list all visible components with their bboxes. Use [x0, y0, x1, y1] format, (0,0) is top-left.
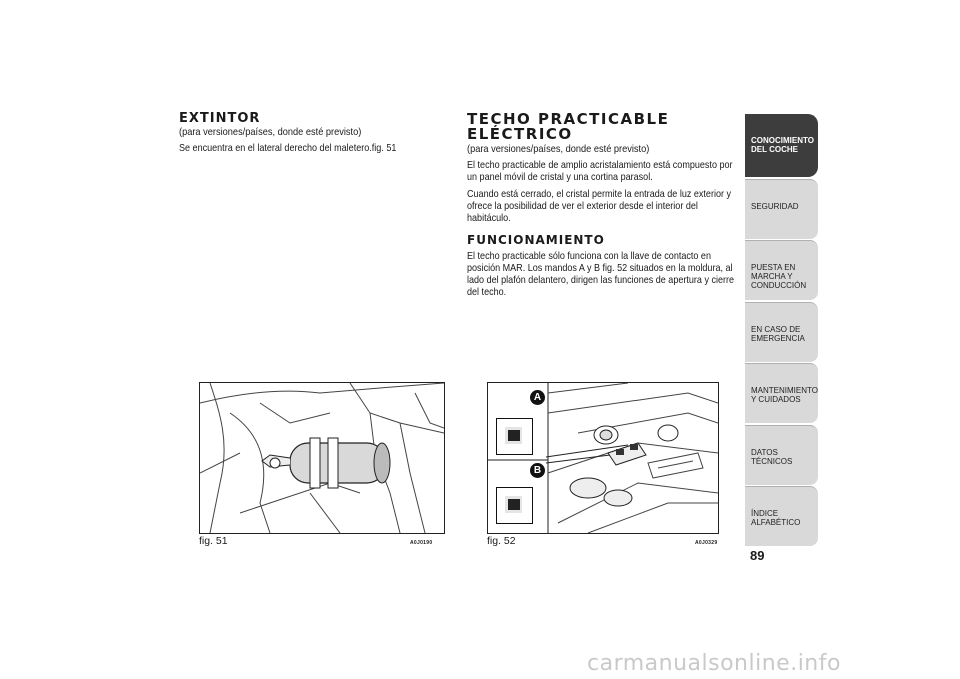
figure-51-code: A0J0190 [410, 540, 433, 546]
tab-puesta-en-marcha[interactable]: PUESTA EN MARCHA Y CONDUCCIÓN [745, 240, 818, 300]
tab-conocimiento-del-coche[interactable]: CONOCIMIENTO DEL COCHE [745, 114, 818, 177]
funcionamiento-paragraph: El techo practicable sólo funciona con la llave de contacto en posición MAR. Los mandos A y B fig. 52 situados en la moldura, al lado del plafón delantero, dirigen las funciones de apertura y cierre del techo. [467, 250, 735, 298]
figure-51-extinguisher [199, 382, 445, 534]
control-a-open-icon [496, 418, 533, 455]
tab-indice-alfabetico[interactable]: ÍNDICE ALFABÉTICO [745, 486, 818, 546]
right-column [467, 112, 739, 303]
techo-paragraph-1: El techo practicable de amplio acristalamiento está compuesto por un panel móvil de cristal y una cortina parasol. [467, 159, 733, 183]
left-column [179, 112, 441, 159]
roof-open-icon [508, 430, 520, 441]
page-number: 89 [750, 548, 765, 563]
label-b-badge: B [530, 463, 545, 478]
funcionamiento-title: FUNCIONAMIENTO [467, 233, 605, 247]
tab-mantenimiento[interactable]: MANTENIMIENTO Y CUIDADOS [745, 363, 818, 423]
extinguisher-illustration [200, 383, 444, 533]
extintor-body: Se encuentra en el lateral derecho del maletero.fig. 51 [179, 142, 397, 154]
control-b-close-icon [496, 487, 533, 524]
techo-subtitle: (para versiones/países, donde esté previsto) [467, 143, 650, 155]
roof-close-icon [508, 499, 520, 510]
tab-seguridad[interactable]: SEGURIDAD [745, 179, 818, 239]
watermark: carmanualsonline.info [587, 651, 841, 676]
extintor-subtitle: (para versiones/países, donde esté previsto) [179, 126, 362, 138]
tab-en-caso-de-emergencia[interactable]: EN CASO DE EMERGENCIA [745, 302, 818, 362]
figure-52-code: A0J0329 [695, 540, 718, 546]
techo-title: TECHO PRACTICABLE ELÉCTRICO [467, 110, 670, 143]
figure-52-caption: fig. 52 [487, 535, 516, 547]
section-tabs [745, 114, 818, 548]
techo-paragraph-2: Cuando está cerrado, el cristal permite la entrada de luz exterior y ofrece la posibilidad de ver el exterior desde el interior del habitáculo. [467, 188, 732, 224]
tab-datos-tecnicos[interactable]: DATOS TÉCNICOS [745, 425, 818, 485]
figure-51-caption: fig. 51 [199, 535, 228, 547]
extintor-title: EXTINTOR [179, 111, 261, 126]
label-a-badge: A [530, 390, 545, 405]
figure-52-roof-controls [487, 382, 719, 534]
